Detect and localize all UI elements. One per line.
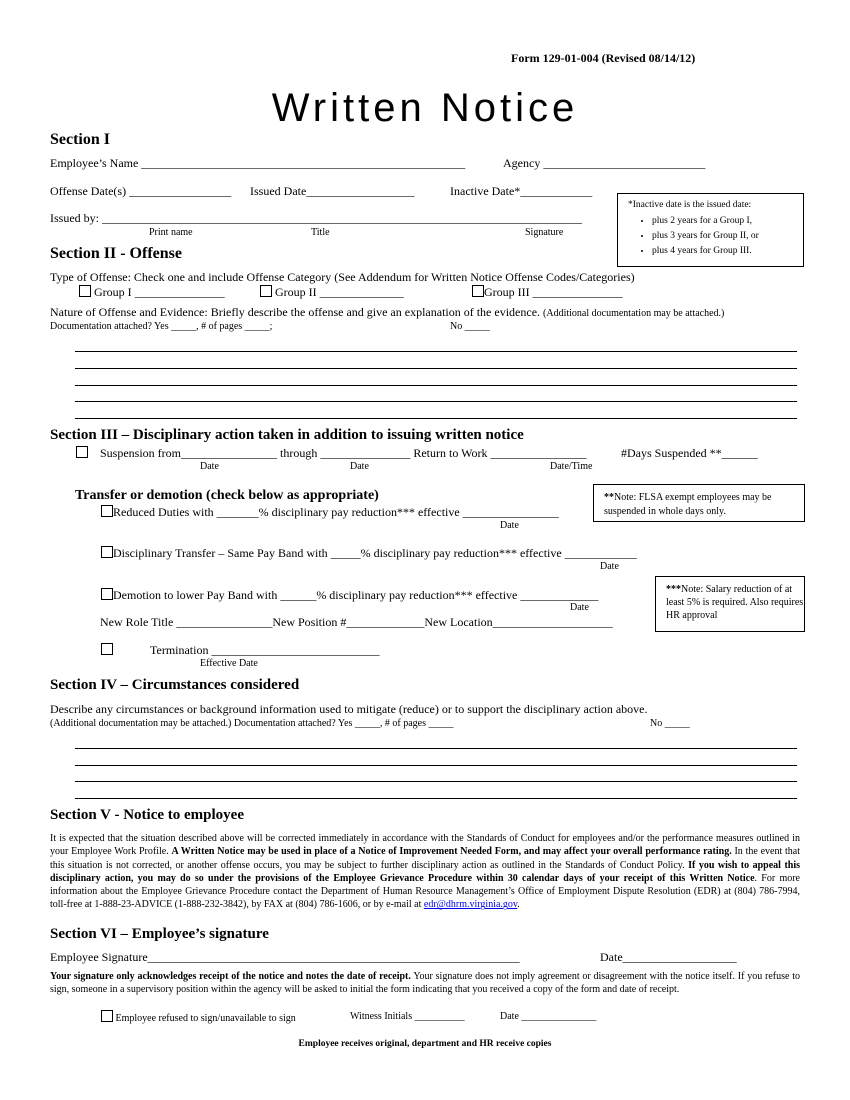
salary-note-text: Note: Salary reduction of at least 5% is required. Also requires HR approval — [666, 584, 804, 621]
group-3-option[interactable] — [472, 285, 623, 300]
employee-name-field[interactable]: Employee’s Name ______________________________________________________ — [50, 156, 466, 170]
new-role-field[interactable]: New Role Title ________________New Position #_____________New Location____________________ — [100, 615, 613, 629]
form-number: Form 129-01-004 (Revised 08/14/12) — [511, 51, 696, 65]
nature-of-offense-note: (Additional documentation may be attached.) — [543, 308, 725, 319]
inactive-note-title: *Inactive date is the issued date: — [628, 200, 752, 210]
witness-date-field[interactable]: Date _______________ — [500, 1011, 597, 1022]
circumstances-text: Describe any circumstances or background information used to mitigate (reduce) or to support the disciplinary action above. — [50, 702, 648, 716]
section-4-heading: Section IV – Circumstances considered — [50, 677, 300, 693]
section-5-heading: Section V - Notice to employee — [50, 807, 244, 823]
section-2-heading: Section II - Offense — [50, 245, 182, 262]
title-caption: Title — [311, 227, 330, 238]
issued-by-field[interactable]: Issued by: ________________________________________________________________________________ — [50, 211, 582, 225]
edr-email-link[interactable]: edr@dhrm.virginia.gov — [423, 899, 518, 911]
offense-dates-field[interactable]: Offense Date(s) _________________ — [50, 184, 232, 198]
group-2-label: Group II ______________ — [275, 285, 404, 299]
termination-checkbox-box[interactable] — [101, 643, 113, 655]
suspension-checkbox[interactable] — [76, 446, 88, 461]
group-2-option[interactable] — [260, 285, 404, 300]
flsa-note-text: Note: FLSA exempt employees may be suspended in whole days only. — [604, 492, 772, 517]
notice-text: . For more information about the Employee Grievance Procedure contact the Department of Human Resource Management’s Office of Employment Dispute Resolution (EDR) at (804) 786-7994, toll-free at 1-888-23-ADVICE (1-888-232-3842), by FAX at (804) 786-1606, or by e-mail at — [50, 872, 800, 911]
circumstances-no-field[interactable]: No _____ — [650, 718, 690, 729]
circumstances-line[interactable] — [75, 781, 797, 782]
group-2-checkbox[interactable] — [260, 285, 272, 297]
group-1-label: Group I _______________ — [94, 285, 225, 299]
type-of-offense-text: Type of Offense: Check one and include Offense Category (See Addendum for Written Notice Offense Codes/Categories) — [50, 270, 635, 284]
issued-date-field[interactable]: Issued Date__________________ — [250, 184, 415, 198]
signature-caption: Signature — [525, 227, 564, 238]
group-3-label: Group III _______________ — [484, 285, 623, 299]
inactive-note-item: • plus 3 years for Group II, or — [652, 229, 803, 244]
flsa-note — [593, 484, 805, 522]
inactive-date-field[interactable]: Inactive Date*____________ — [450, 184, 593, 198]
notice-text: It is expected that the situation described above will be corrected immediately in accordance with the Standards of Conduct for employees and/or the performance measures outlined in your Employee Work Profile. — [50, 833, 800, 858]
offense-line[interactable] — [75, 418, 797, 419]
documentation-no-field[interactable]: No _____ — [450, 321, 490, 332]
inactive-note-item: • plus 4 years for Group III. — [652, 244, 803, 259]
acknowledgement-bold: Your signature only acknowledges receipt of the notice and notes the date of receipt. — [50, 971, 411, 982]
inactive-note-item: • plus 2 years for a Group I, — [652, 214, 803, 229]
offense-line[interactable] — [75, 351, 797, 352]
group-3-checkbox[interactable] — [472, 285, 484, 297]
circumstances-line[interactable] — [75, 798, 797, 799]
suspension-checkbox-box[interactable] — [76, 446, 88, 458]
signature-date-field[interactable]: Date___________________ — [600, 950, 737, 964]
section-6-heading: Section VI – Employee’s signature — [50, 926, 269, 942]
nature-of-offense-text — [50, 305, 724, 320]
date-caption: Date — [570, 602, 589, 613]
agency-field[interactable]: Agency ___________________________ — [503, 156, 706, 170]
days-suspended-field[interactable]: #Days Suspended **______ — [621, 446, 758, 460]
offense-line[interactable] — [75, 401, 797, 402]
demotion-label: Demotion to lower Pay Band with ______% disciplinary pay reduction*** effective _____________ — [113, 588, 599, 602]
suspension-field[interactable]: Suspension from________________ through _______________ Return to Work ________________ — [100, 446, 587, 460]
employee-signature-field[interactable]: Employee Signature______________________________________________________________ — [50, 950, 520, 964]
date-caption: Date — [600, 561, 619, 572]
employee-refused-label: Employee refused to sign/unavailable to sign — [115, 1013, 296, 1024]
group-1-option[interactable] — [79, 285, 225, 300]
acknowledgement-paragraph — [50, 970, 800, 997]
page-title: Written Notice — [271, 86, 579, 130]
employee-refused-checkbox[interactable] — [101, 1010, 113, 1022]
notice-text-bold: A Written Notice may be used in place of a Notice of Improvement Needed Form, and may affect your overall performance rating. — [171, 846, 732, 858]
witness-initials-field[interactable]: Witness Initials __________ — [350, 1011, 465, 1022]
offense-line[interactable] — [75, 368, 797, 369]
date-caption: Date — [200, 461, 219, 472]
circumstances-documentation-field[interactable]: (Additional documentation may be attached.) Documentation attached? Yes _____, # of pages _____ — [50, 718, 454, 729]
salary-note-stars: *** — [666, 584, 681, 595]
disciplinary-transfer-option[interactable] — [101, 546, 637, 561]
demotion-option[interactable] — [101, 588, 598, 603]
disciplinary-transfer-label: Disciplinary Transfer – Same Pay Band with _____% disciplinary pay reduction*** effective ____________ — [113, 546, 637, 560]
date-caption: Date — [350, 461, 369, 472]
transfer-demotion-heading: Transfer or demotion (check below as appropriate) — [75, 488, 379, 503]
effective-date-caption: Effective Date — [200, 658, 258, 669]
notice-text: In the event that this situation is not corrected, or another offense occurs, you may be subject to further disciplinary action as outlined in the Standards of Conduct Policy. — [50, 846, 800, 871]
circumstances-line[interactable] — [75, 748, 797, 749]
section-1-heading: Section I — [50, 131, 110, 148]
notice-paragraph — [50, 832, 800, 912]
group-1-checkbox[interactable] — [79, 285, 91, 297]
footer-note: Employee receives original, department and HR receive copies — [298, 1039, 552, 1049]
nature-of-offense-label: Nature of Offense and Evidence: Briefly describe the offense and give an explanation of the evidence. — [50, 305, 541, 319]
notice-text-bold: If you wish to appeal this disciplinary action, you may do so under the provisions of the Employee Grievance Procedure within 30 calendar days of your receipt of this Written Notice — [50, 859, 801, 884]
termination-field[interactable]: Termination ____________________________ — [150, 643, 380, 657]
reduced-duties-label: Reduced Duties with _______% disciplinary pay reduction*** effective ________________ — [113, 505, 559, 519]
datetime-caption: Date/Time — [550, 461, 593, 472]
demotion-checkbox[interactable] — [101, 588, 113, 600]
acknowledgement-text: Your signature does not imply agreement or disagreement with the notice itself. If you refuse to sign, someone in a supervisory position within the agency will be asked to initial the form indicating that you received a copy of the form and date of receipt. — [50, 971, 800, 996]
flsa-note-stars: ** — [604, 492, 614, 503]
reduced-duties-option[interactable] — [101, 505, 559, 520]
inactive-date-note — [617, 193, 804, 267]
reduced-duties-checkbox[interactable] — [101, 505, 113, 517]
salary-reduction-note — [655, 576, 805, 632]
inactive-note-list — [628, 214, 803, 259]
employee-refused-option[interactable] — [101, 1010, 296, 1024]
offense-line[interactable] — [75, 385, 797, 386]
termination-checkbox[interactable] — [101, 643, 113, 658]
section-3-heading: Section III – Disciplinary action taken in addition to issuing written notice — [50, 427, 524, 443]
date-caption: Date — [500, 520, 519, 531]
circumstances-line[interactable] — [75, 765, 797, 766]
disciplinary-transfer-checkbox[interactable] — [101, 546, 113, 558]
notice-text: . — [517, 899, 520, 911]
print-name-caption: Print name — [149, 227, 193, 238]
documentation-attached-field[interactable]: Documentation attached? Yes _____, # of pages _____; — [50, 321, 273, 332]
